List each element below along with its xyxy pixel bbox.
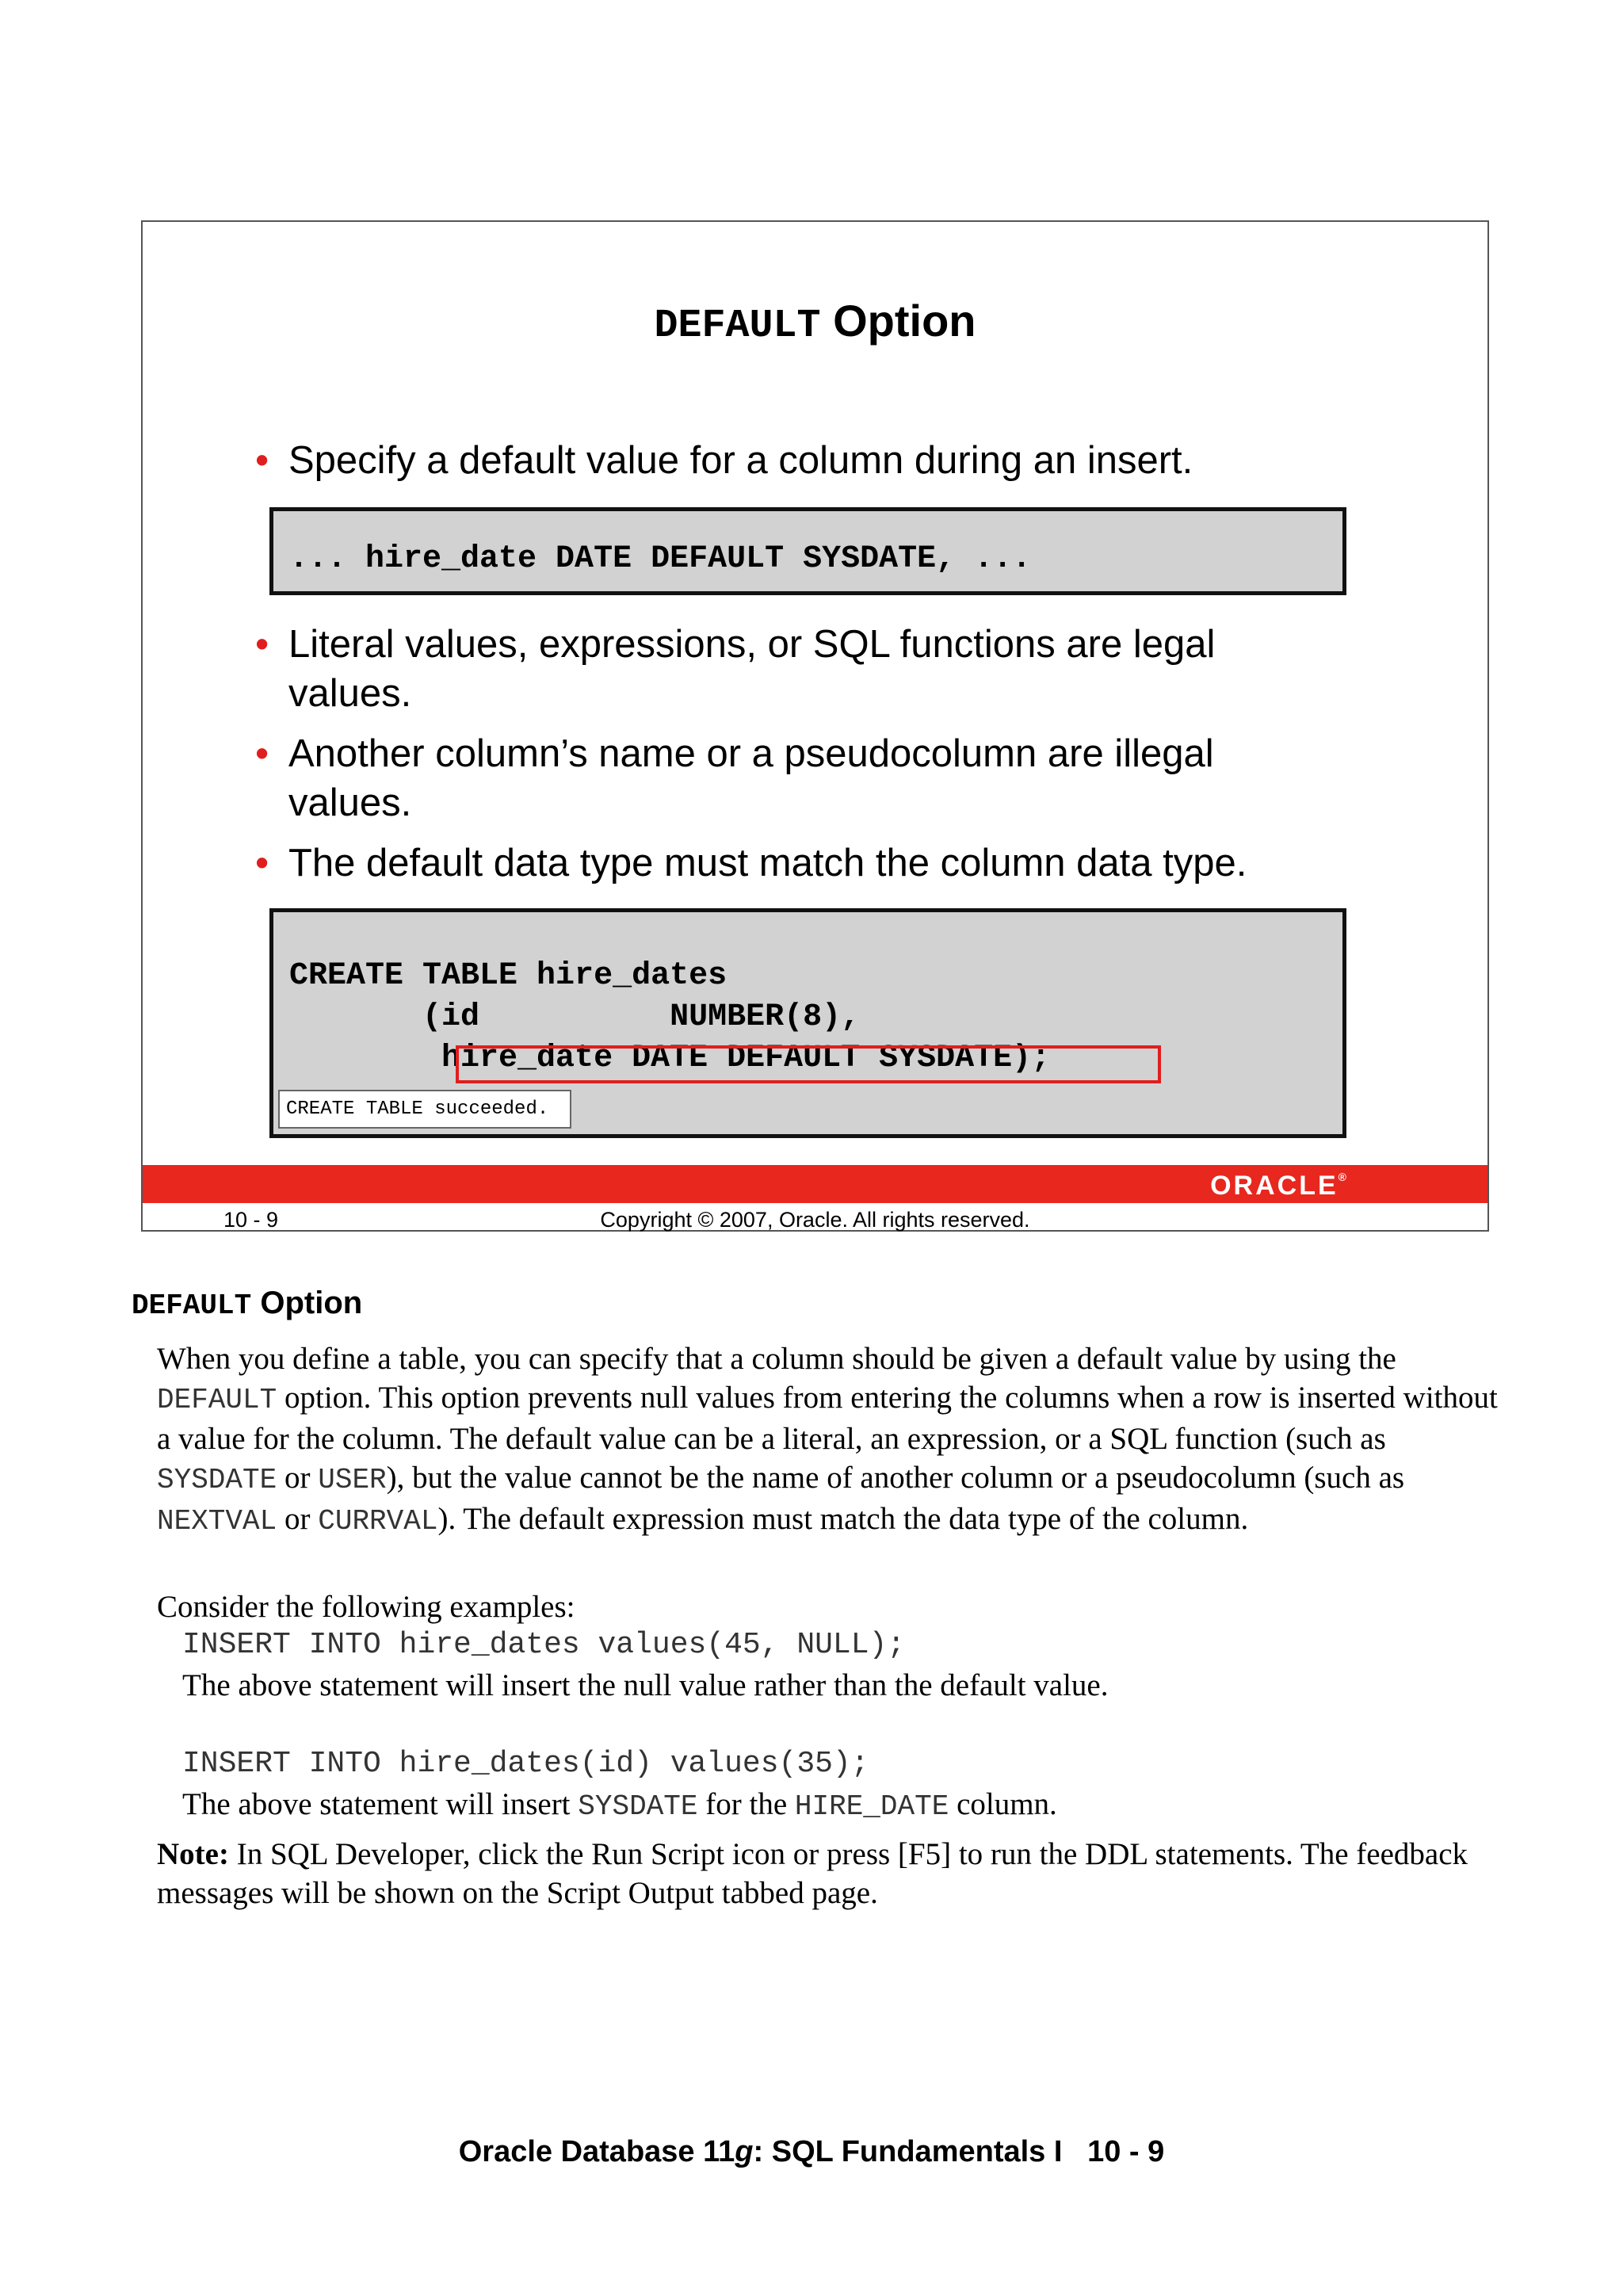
notes-heading-code: DEFAULT [132, 1289, 252, 1322]
code-run: USER [318, 1464, 387, 1496]
notes-paragraph [157, 1339, 1504, 1541]
page-footer [0, 2135, 1623, 2169]
copyright-notice: Copyright © 2007, Oracle. All rights reserved. [600, 1208, 1030, 1232]
bullet-dot-icon: • [255, 623, 269, 666]
bullet-text: The default data type must match the column data type. [288, 842, 1247, 884]
example-code: INSERT INTO hire_dates(id) values(35); [182, 1747, 869, 1781]
text-run: for the [697, 1787, 795, 1821]
note-paragraph [157, 1835, 1504, 1912]
text-run: ). The default expression must match the data type of the column. [437, 1502, 1249, 1536]
bullet-text: Another column’s name or a pseudocolumn are illegal values. [288, 732, 1214, 824]
bullet-text: Literal values, expressions, or SQL functions are legal values. [288, 623, 1216, 715]
notes-paragraph: Consider the following examples: [157, 1590, 575, 1624]
code-line: CREATE TABLE hire_dates [289, 958, 727, 994]
code-run: HIRE_DATE [794, 1790, 949, 1823]
text-run: or [277, 1461, 319, 1495]
bullet-item [255, 620, 1301, 718]
slide-title-text: Option [833, 296, 976, 346]
bullet-item [255, 729, 1301, 827]
bullet-text: Specify a default value for a column during an insert. [288, 439, 1193, 482]
slide-title [143, 295, 1487, 349]
code-run: SYSDATE [157, 1464, 277, 1496]
bullet-dot-icon: • [255, 842, 269, 884]
bullet-item [255, 839, 1381, 888]
example-explanation [182, 1785, 1529, 1826]
footer-italic: g [735, 2135, 754, 2168]
bullet-item [255, 436, 1381, 485]
code-run: DEFAULT [157, 1384, 277, 1416]
text-run: or [277, 1502, 319, 1536]
code-run: SYSDATE [578, 1790, 698, 1823]
code-run: CURRVAL [318, 1505, 438, 1538]
text-run: column. [949, 1787, 1057, 1821]
example-explanation: The above statement will insert the null value rather than the default value. [182, 1668, 1109, 1702]
bullet-dot-icon: • [255, 732, 269, 775]
note-label: Note: [157, 1837, 229, 1871]
oracle-logo-text: ORACLE [1210, 1171, 1338, 1201]
oracle-logo: ORACLE® [1210, 1171, 1346, 1201]
notes-heading [132, 1286, 362, 1322]
code-line: ... hire_date DATE DEFAULT SYSDATE, ... [289, 541, 1032, 577]
text-run: option. This option prevents null values from entering the columns when a row is inserted without a value for the column. The default value can be a literal, an expression, or a SQL function (such as [157, 1381, 1498, 1456]
text-run: When you define a table, you can specify that a column should be given a default value by using the [157, 1342, 1396, 1376]
example-code: INSERT INTO hire_dates values(45, NULL); [182, 1628, 906, 1662]
slide-title-code: DEFAULT [654, 304, 821, 349]
notes-heading-text: Option [260, 1286, 363, 1320]
text-run: The above statement will insert [182, 1787, 579, 1821]
footer-text: : SQL Fundamentals I 10 - 9 [753, 2135, 1165, 2168]
code-run: NEXTVAL [157, 1505, 277, 1538]
code-snippet-create-table [269, 908, 1346, 1138]
script-output-feedback: CREATE TABLE succeeded. [278, 1090, 571, 1129]
slide-number: 10 - 9 [223, 1208, 279, 1232]
bullet-dot-icon: • [255, 439, 269, 482]
code-snippet-default-column [269, 507, 1346, 595]
footer-bar [143, 1165, 1487, 1203]
code-line: (id NUMBER(8), [289, 999, 861, 1035]
footer-text: Oracle Database 11 [458, 2135, 735, 2168]
highlight-box [456, 1045, 1161, 1083]
text-run: ), but the value cannot be the name of another column or a pseudocolumn (such as [386, 1461, 1405, 1495]
code-line: hire_date DATE DEFAULT SYSDATE); [289, 1041, 1051, 1076]
note-text: In SQL Developer, click the Run Script icon or press [F5] to run the DDL statements. The feedback messages will be shown on the Script Output tabbed page. [157, 1837, 1468, 1910]
slide-frame [141, 220, 1489, 1232]
